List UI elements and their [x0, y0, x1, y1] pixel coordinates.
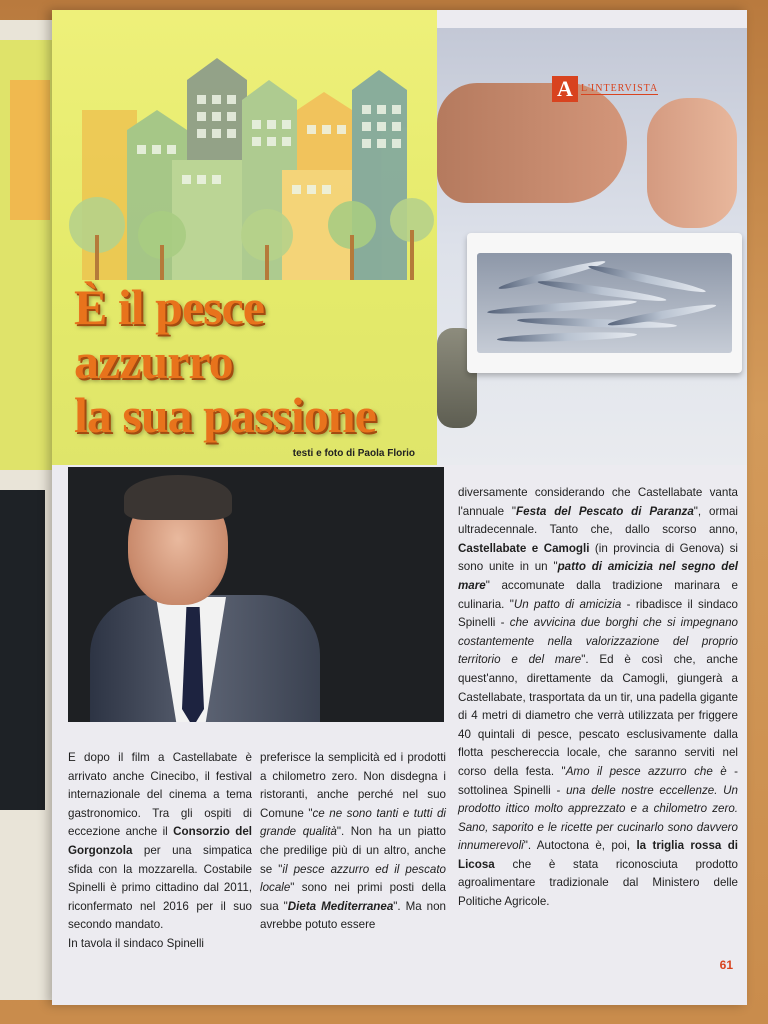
text-run: Amo il pesce azzurro che è: [565, 764, 727, 778]
text-run: preferisce la semplicità ed i prodotti a chilometro zero. Non disdegna i ristoranti, anche perché nel suo Comune ": [260, 751, 446, 820]
text-run: ". Ma non avrebbe potuto essere: [260, 899, 446, 932]
city-skyline-illustration: [52, 50, 437, 290]
text-run: ce ne sono tanti e tutti di grande qualità: [260, 806, 446, 839]
text-run: (in provincia di Genova) si sono unite in un ": [458, 541, 738, 574]
text-run: " accomunate dalla tradizione marinara e culinaria. ": [458, 578, 738, 611]
text-run: una delle nostre eccellenze. Un prodotto ittico molto apprezzato e a chilometro zero. Sano, saporito e le ricette per cucinarlo sono davvero innumerevoli: [458, 783, 738, 853]
page-number: 61: [719, 958, 733, 972]
text-run: Dieta Mediterranea: [287, 899, 394, 913]
article-title: [74, 280, 434, 442]
hand-right: [647, 98, 737, 228]
fish-tray: [477, 253, 732, 353]
text-run: patto di amicizia nel segno del mare: [458, 560, 739, 592]
text-run: che è stata riconosciuta prodotto agroalimentare tradizionale dal Ministero delle Politiche Agricole.: [458, 857, 738, 909]
text-run: Festa del Pescato di Paranza: [516, 504, 694, 518]
text-run: diversamente considerando che Castellabate vanta l'annuale ": [458, 486, 738, 518]
text-run: " sono nei primi posti della sua ": [260, 881, 446, 913]
section-letter: A: [552, 76, 578, 102]
mayor-portrait-photo: [68, 467, 444, 722]
title-illustration: [52, 10, 437, 465]
text-run: la triglia rossa di Licosa: [458, 839, 739, 871]
text-run: Castellabate e Camogli: [458, 541, 590, 555]
text-run: Consorzio del Gorgonzola: [68, 825, 253, 857]
text-run: ". Non ha un piatto che predilige più di un altro, anche se ": [260, 825, 446, 876]
text-run: per una simpatica sfida con la mozzarella. Costabile Spinelli è primo cittadino dal 2011, riconfermato nel 2016 per il suo secondo mandato.: [68, 843, 252, 932]
byline: testi e foto di Paola Florio: [292, 448, 415, 459]
magazine-page: [52, 10, 747, 1005]
hair: [124, 475, 232, 520]
text-column-1: [68, 749, 252, 954]
text-run: Un patto di amicizia: [513, 597, 622, 611]
text-run: che avvicina due borghi che si impegnano costantemente nella valorizzazione del proprio territorio e del mare: [458, 616, 738, 667]
text-column-3: [458, 484, 738, 912]
text-run: ", ormai ultradecennale. Tanto che, dallo scorso anno,: [458, 504, 738, 537]
section-label: L'INTERVISTA: [581, 83, 659, 94]
text-run: - sottolinea Spinelli -: [458, 764, 739, 797]
title-line-2: azzurro: [74, 333, 233, 389]
section-tag: [552, 76, 658, 102]
text-run: il pesce azzurro ed il pescato locale: [260, 862, 446, 895]
text-run: In tavola il sindaco Spinelli: [68, 936, 204, 950]
title-line-3: la sua passione: [74, 387, 376, 443]
text-run: ". Ed è così che, anche quest'anno, direttamente da Camogli, giungerà a Castellabate, trasportata da un tir, una padella gigante di 4 metri di diametro che verrà utilizzata per friggere 40 quintali di pesce, pescato esclusivamente dalla flotta peschereccia locale, che saranno serviti nel corso della festa. ": [458, 653, 738, 778]
text-column-2: [260, 749, 446, 935]
text-run: E dopo il film a Castellabate è arrivato anche Cinecibo, il festival internazionale del cinema a tema gastronomico. Tra gli ospiti di eccezione anche il: [68, 751, 252, 839]
text-run: - ribadisce il sindaco Spinelli -: [458, 597, 738, 630]
text-run: ". Autoctona è, poi,: [523, 839, 637, 853]
fish-photo: [437, 28, 747, 465]
title-line-1: È il pesce: [74, 279, 264, 335]
